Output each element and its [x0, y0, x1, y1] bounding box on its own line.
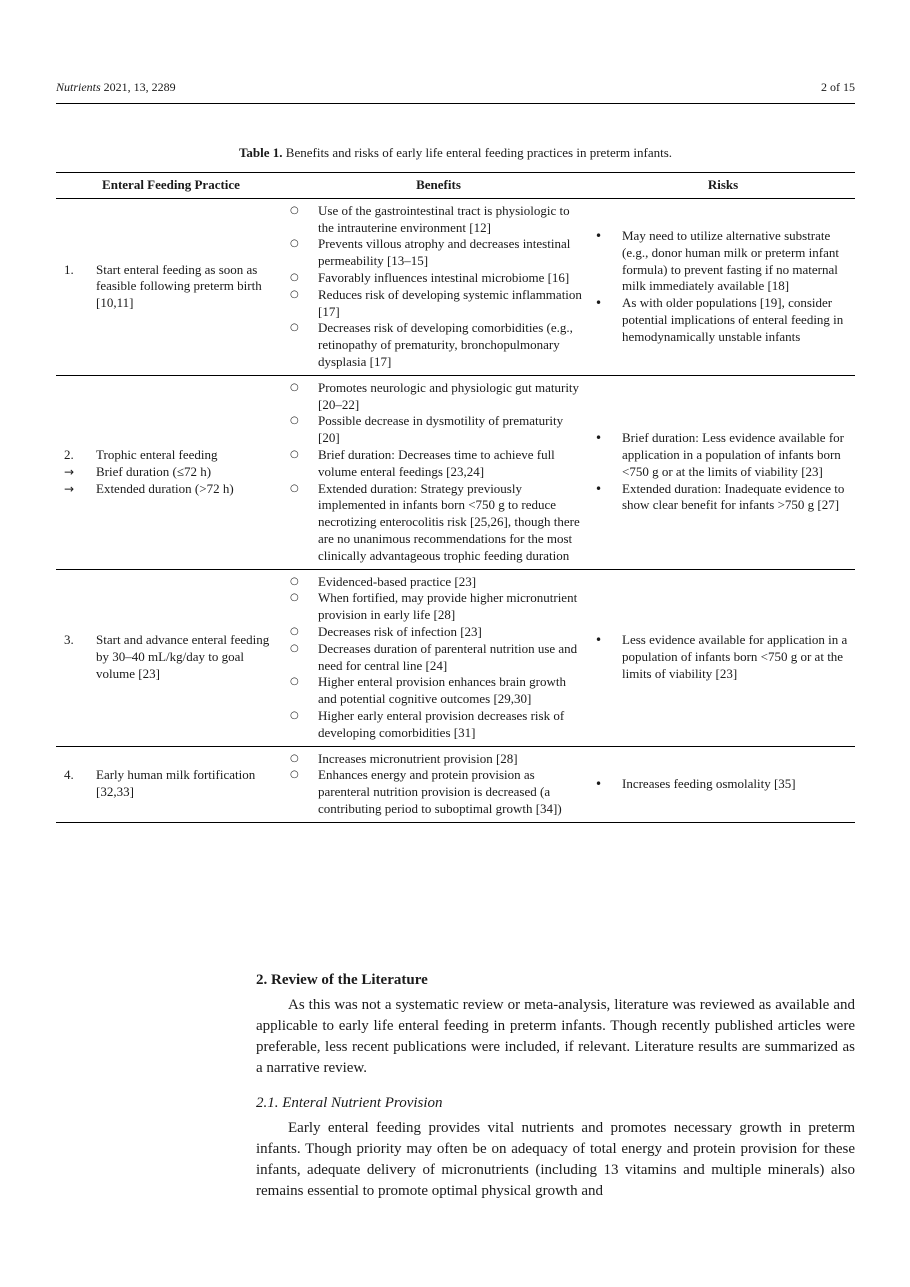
benefits-cell	[286, 198, 591, 375]
hollow-bullet-icon: ○	[290, 592, 299, 604]
risks-cell	[591, 375, 855, 569]
hollow-bullet-icon: ○	[290, 625, 299, 637]
practice-cell	[56, 375, 286, 569]
benefit-text: Promotes neurologic and physiologic gut maturity [20–22]	[318, 379, 580, 412]
benefits-risks-table	[56, 172, 855, 823]
practice-label: Early human milk fortification [32,33]	[96, 767, 256, 800]
risk-item	[591, 632, 855, 682]
hollow-bullet-icon: ○	[290, 709, 299, 721]
risk-item	[591, 776, 855, 793]
practice-label: Trophic enteral feeding	[96, 446, 218, 462]
benefits-cell	[286, 746, 591, 822]
section-paragraph: As this was not a systematic review or meta-analysis, literature was reviewed as available and applicable to early life enteral feeding in preterm infants. Though recently published articles were preferable, less recent publications were included, if relevant. Literature results are summarized as a narrative review.	[256, 997, 855, 1076]
benefit-text: Increases micronutrient provision [28]	[318, 750, 518, 766]
filled-bullet-icon: •	[595, 776, 603, 791]
journal-citation	[56, 80, 176, 95]
benefit-text: Prevents villous atrophy and decreases intestinal permeability [13–15]	[318, 236, 571, 269]
hollow-bullet-icon: ○	[290, 204, 299, 216]
practice-cell	[56, 198, 286, 375]
right-arrow-icon: →	[64, 481, 75, 496]
benefit-item	[286, 203, 591, 237]
benefit-text: Favorably influences intestinal microbiome [16]	[318, 269, 570, 285]
col-header-benefits: Benefits	[286, 173, 591, 199]
benefit-item	[286, 413, 591, 447]
benefit-item	[286, 708, 591, 742]
benefit-item	[286, 481, 591, 565]
table-row	[56, 375, 855, 569]
practice-label: Start and advance enteral feeding by 30–40 mL/kg/day to goal volume [23]	[96, 632, 270, 681]
risk-text: May need to utilize alternative substrate (e.g., donor human milk or preterm infant formula) to prevent fasting if no maternal milk immediately available [18]	[622, 227, 839, 294]
risks-list	[591, 632, 855, 682]
risks-list	[591, 228, 855, 346]
filled-bullet-icon: •	[595, 481, 603, 496]
risks-cell	[591, 746, 855, 822]
risks-cell	[591, 569, 855, 746]
benefit-item	[286, 447, 591, 481]
hollow-bullet-icon: ○	[290, 238, 299, 250]
benefits-list	[286, 751, 591, 818]
risk-text: As with older populations [19], consider potential implications of enteral feeding in hemodynamically unstable infants	[622, 295, 844, 344]
benefit-text: When fortified, may provide higher micronutrient provision in early life [28]	[318, 590, 578, 623]
practice-cell	[56, 569, 286, 746]
table-caption	[56, 145, 855, 161]
practice-number: 1.	[64, 261, 74, 277]
benefit-text: Possible decrease in dysmotility of prematurity [20]	[318, 413, 564, 446]
hollow-bullet-icon: ○	[290, 448, 299, 460]
benefit-item	[286, 320, 591, 370]
literature-section	[256, 970, 855, 1202]
risk-text: Brief duration: Less evidence available for application in a population of infants born <750 g or at the limits of viability [23]	[622, 430, 844, 479]
hollow-bullet-icon: ○	[290, 752, 299, 764]
col-header-risks: Risks	[591, 173, 855, 199]
hollow-bullet-icon: ○	[290, 676, 299, 688]
header-rule	[56, 103, 855, 104]
hollow-bullet-icon: ○	[290, 271, 299, 283]
benefit-item	[286, 624, 591, 641]
benefits-cell	[286, 375, 591, 569]
benefit-item	[286, 674, 591, 708]
benefit-text: Extended duration: Strategy previously implemented in infants born <750 g to reduce necrotizing enterocolitis risk [25,26], though there are no unanimous recommendations for the most clinically advantageous trophic feeding duration	[318, 480, 580, 563]
benefit-item	[286, 270, 591, 287]
hollow-bullet-icon: ○	[290, 642, 299, 654]
benefits-list	[286, 380, 591, 565]
practice-cell	[56, 746, 286, 822]
benefit-item	[286, 767, 591, 817]
filled-bullet-icon: •	[595, 296, 603, 311]
subsection-heading: 2.1. Enteral Nutrient Provision	[256, 1095, 443, 1111]
table-row	[56, 569, 855, 746]
subsection-paragraph: Early enteral feeding provides vital nutrients and promotes necessary growth in preterm infants. Though priority may often be on adequacy of total energy and protein provision for these infants, adequate delivery of micronutrients (including 13 vitamins and multiple minerals) also remains essential to promote optimal physical growth and	[256, 1120, 855, 1199]
hollow-bullet-icon: ○	[290, 769, 299, 781]
benefit-text: Evidenced-based practice [23]	[318, 573, 477, 589]
practice-sub-label: Brief duration (≤72 h)	[96, 463, 212, 479]
benefit-item	[286, 236, 591, 270]
practice-block	[56, 767, 286, 801]
benefit-text: Reduces risk of developing systemic inflammation [17]	[318, 286, 582, 319]
benefits-cell	[286, 569, 591, 746]
benefit-item	[286, 641, 591, 675]
benefit-text: Use of the gastrointestinal tract is physiologic to the intrauterine environment [12]	[318, 202, 570, 235]
benefits-list	[286, 203, 591, 371]
risk-item	[591, 295, 855, 345]
benefit-text: Decreases risk of infection [23]	[318, 623, 482, 639]
risks-list	[591, 776, 855, 793]
risk-text: Increases feeding osmolality [35]	[622, 775, 796, 791]
table-caption-label: Table 1.	[238, 145, 283, 160]
right-arrow-icon: →	[64, 464, 75, 479]
risk-text: Less evidence available for application in a population of infants born <750 g or at the limits of viability [23]	[622, 632, 848, 681]
practice-sub-label: Extended duration (>72 h)	[96, 480, 234, 496]
filled-bullet-icon: •	[595, 431, 603, 446]
risk-text: Extended duration: Inadequate evidence to show clear benefit for infants >750 g [27]	[622, 480, 845, 513]
benefit-item	[286, 751, 591, 768]
risks-cell	[591, 198, 855, 375]
table-row	[56, 198, 855, 375]
col-header-practice: Enteral Feeding Practice	[56, 173, 286, 199]
practice-number: 3.	[64, 632, 74, 648]
benefit-text: Brief duration: Decreases time to achieve full volume enteral feedings [23,24]	[318, 446, 555, 479]
filled-bullet-icon: •	[595, 228, 603, 243]
practice-block	[56, 632, 286, 682]
section-heading: 2. Review of the Literature	[256, 972, 428, 988]
table-row	[56, 746, 855, 822]
practice-block	[56, 262, 286, 312]
benefits-list	[286, 574, 591, 742]
benefit-item	[286, 380, 591, 414]
journal-name: Nutrients	[56, 80, 101, 94]
practice-number: 2.	[64, 446, 74, 462]
risk-item	[591, 481, 855, 515]
citation-text: 2021, 13, 2289	[103, 80, 176, 94]
benefit-text: Enhances energy and protein provision as parenteral nutrition provision is decreased (a contributing period to suboptimal growth [34])	[318, 767, 562, 816]
risks-list	[591, 430, 855, 514]
benefit-text: Higher enteral provision enhances brain growth and potential cognitive outcomes [29,30]	[318, 674, 567, 707]
hollow-bullet-icon: ○	[290, 288, 299, 300]
benefit-item	[286, 574, 591, 591]
practice-block	[56, 447, 286, 497]
benefit-text: Decreases duration of parenteral nutrition use and need for central line [24]	[318, 640, 578, 673]
hollow-bullet-icon: ○	[290, 322, 299, 334]
practice-label: Start enteral feeding as soon as feasible following preterm birth [10,11]	[96, 261, 262, 311]
page-header	[56, 80, 855, 95]
benefit-item	[286, 287, 591, 321]
benefit-item	[286, 590, 591, 624]
hollow-bullet-icon: ○	[290, 575, 299, 587]
risk-item	[591, 430, 855, 480]
hollow-bullet-icon: ○	[290, 381, 299, 393]
practice-number: 4.	[64, 767, 74, 783]
filled-bullet-icon: •	[595, 633, 603, 648]
benefit-text: Decreases risk of developing comorbidities (e.g., retinopathy of prematurity, bronchopulmonary dysplasia [17]	[318, 320, 573, 369]
hollow-bullet-icon: ○	[290, 415, 299, 427]
risk-item	[591, 228, 855, 295]
hollow-bullet-icon: ○	[290, 482, 299, 494]
table-caption-text: Benefits and risks of early life enteral feeding practices in preterm infants.	[285, 145, 673, 160]
page-number: 2 of 15	[821, 80, 855, 94]
benefit-text: Higher early enteral provision decreases risk of developing comorbidities [31]	[318, 707, 565, 740]
